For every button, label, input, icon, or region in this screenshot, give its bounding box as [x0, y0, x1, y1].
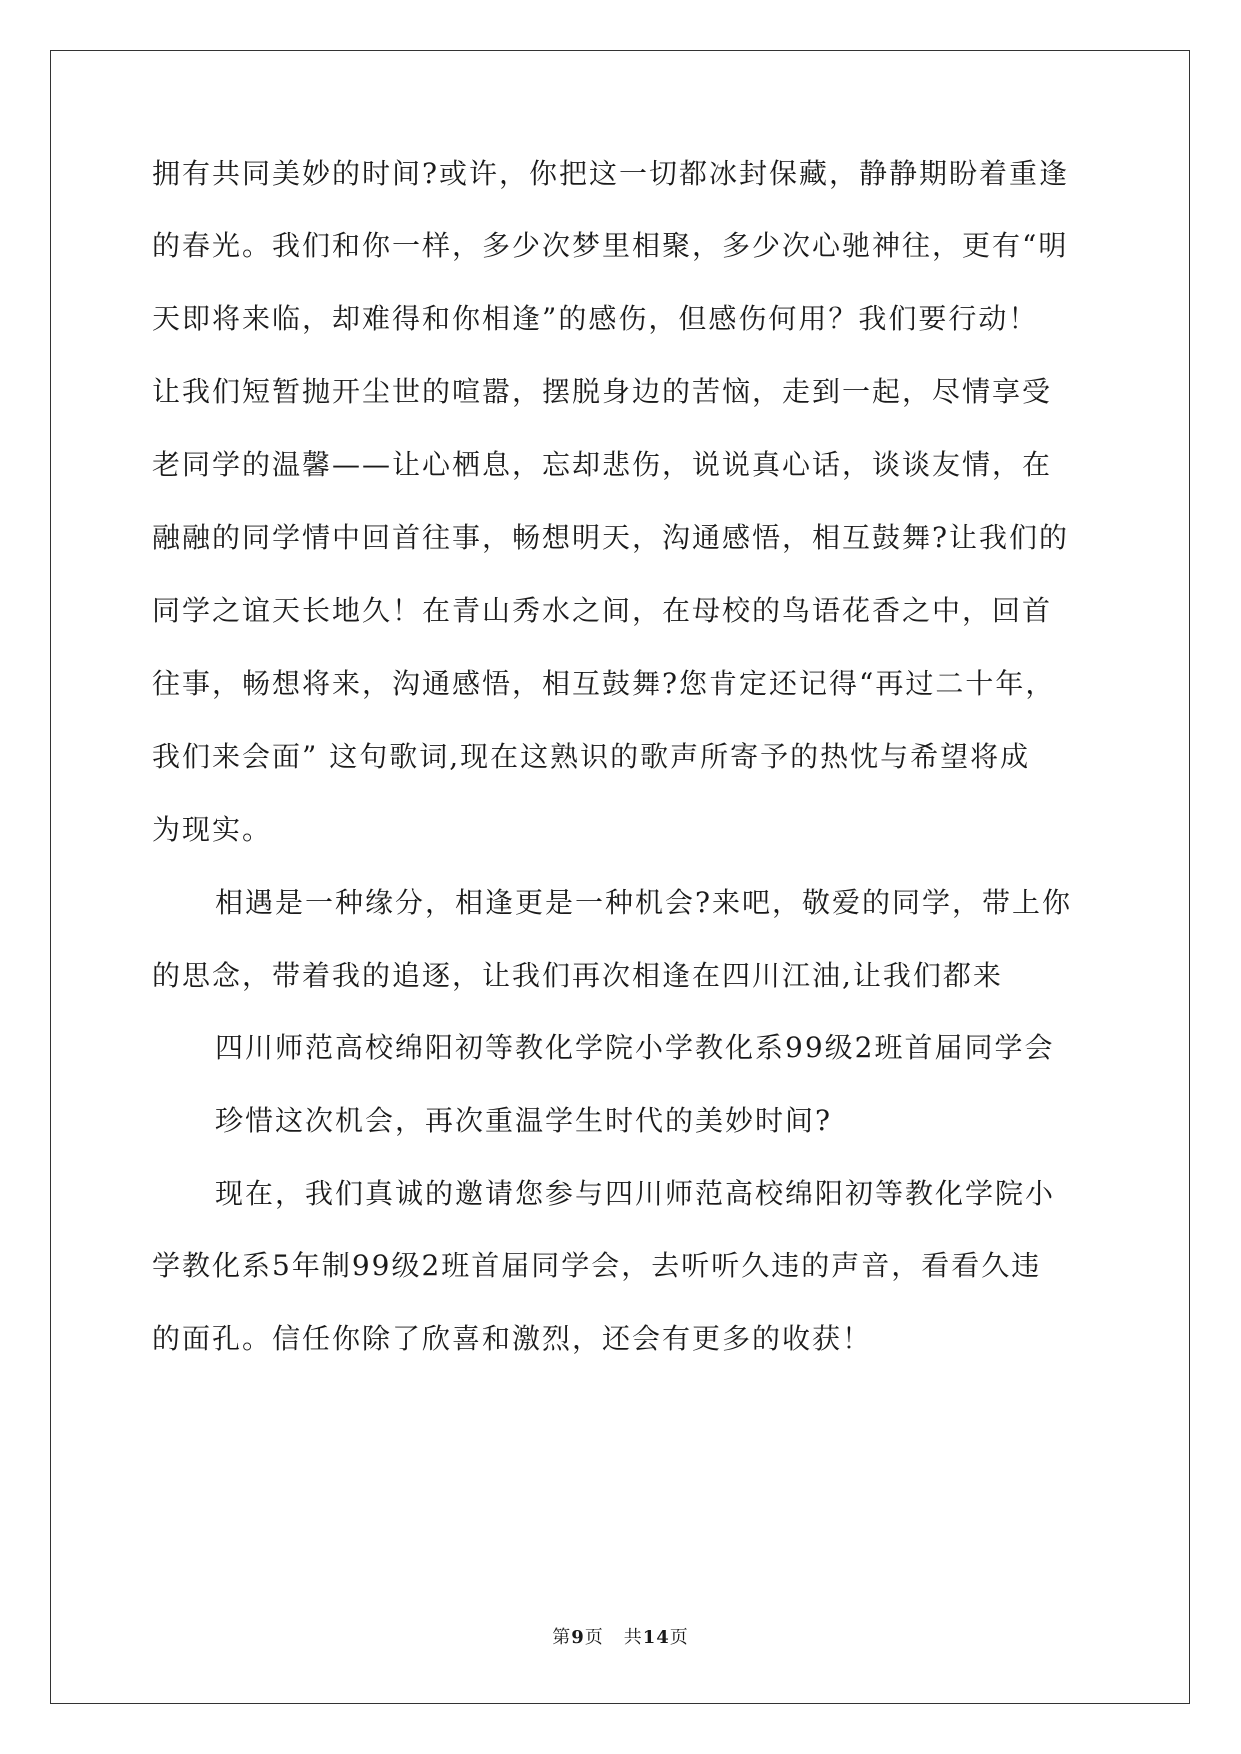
text-line-16: 学教化系5年制99级2班首届同学会，去听听久违的声音，看看久违 — [152, 1249, 1042, 1282]
page-prefix: 第 — [552, 1627, 572, 1648]
page-footer — [0, 1626, 1241, 1650]
total-pages: 14 — [642, 1627, 670, 1648]
text-line-3: 天即将来临，却难得和你相逢”的感伤，但感伤何用？我们要行动！ — [152, 302, 1039, 335]
text-line-12: 的思念，带着我的追逐，让我们再次相逢在四川江油,让我们都来 — [152, 959, 1003, 992]
text-line-6: 融融的同学情中回首往事，畅想明天，沟通感悟，相互鼓舞?让我们的 — [152, 521, 1070, 554]
text-line-15: 现在，我们真诚的邀请您参与四川师范高校绵阳初等教化学院小 — [215, 1177, 1056, 1210]
text-line-7: 同学之谊天长地久！在青山秀水之间，在母校的鸟语花香之中，回首 — [152, 594, 1053, 627]
page-suffix: 页 — [584, 1627, 604, 1648]
text-line-8: 往事，畅想将来，沟通感悟，相互鼓舞?您肯定还记得“再过二十年， — [152, 667, 1056, 700]
text-line-10: 为现实。 — [152, 813, 273, 846]
page-number: 9 — [571, 1627, 585, 1648]
text-line-17: 的面孔。信任你除了欣喜和激烈，还会有更多的收获！ — [152, 1322, 873, 1355]
text-line-4: 让我们短暂抛开尘世的喧嚣，摆脱身边的苦恼，走到一起，尽情享受 — [152, 375, 1053, 408]
text-line-14: 珍惜这次机会，再次重温学生时代的美妙时间? — [215, 1104, 833, 1137]
total-prefix: 共 — [623, 1627, 643, 1648]
text-line-9: 我们来会面” 这句歌词,现在这熟识的歌声所寄予的热忱与希望将成 — [152, 740, 1031, 773]
text-line-2: 的春光。我们和你一样，多少次梦里相聚，多少次心驰神往，更有“明 — [152, 229, 1069, 262]
text-line-11: 相遇是一种缘分，相逢更是一种机会?来吧，敬爱的同学，带上你 — [215, 886, 1073, 919]
text-line-5: 老同学的温馨——让心栖息，忘却悲伤，说说真心话，谈谈友情，在 — [152, 448, 1053, 481]
text-line-13: 四川师范高校绵阳初等教化学院小学教化系99级2班首届同学会 — [215, 1031, 1055, 1064]
total-suffix: 页 — [669, 1627, 689, 1648]
text-line-1: 拥有共同美妙的时间?或许，你把这一切都冰封保藏，静静期盼着重逢 — [152, 157, 1070, 190]
